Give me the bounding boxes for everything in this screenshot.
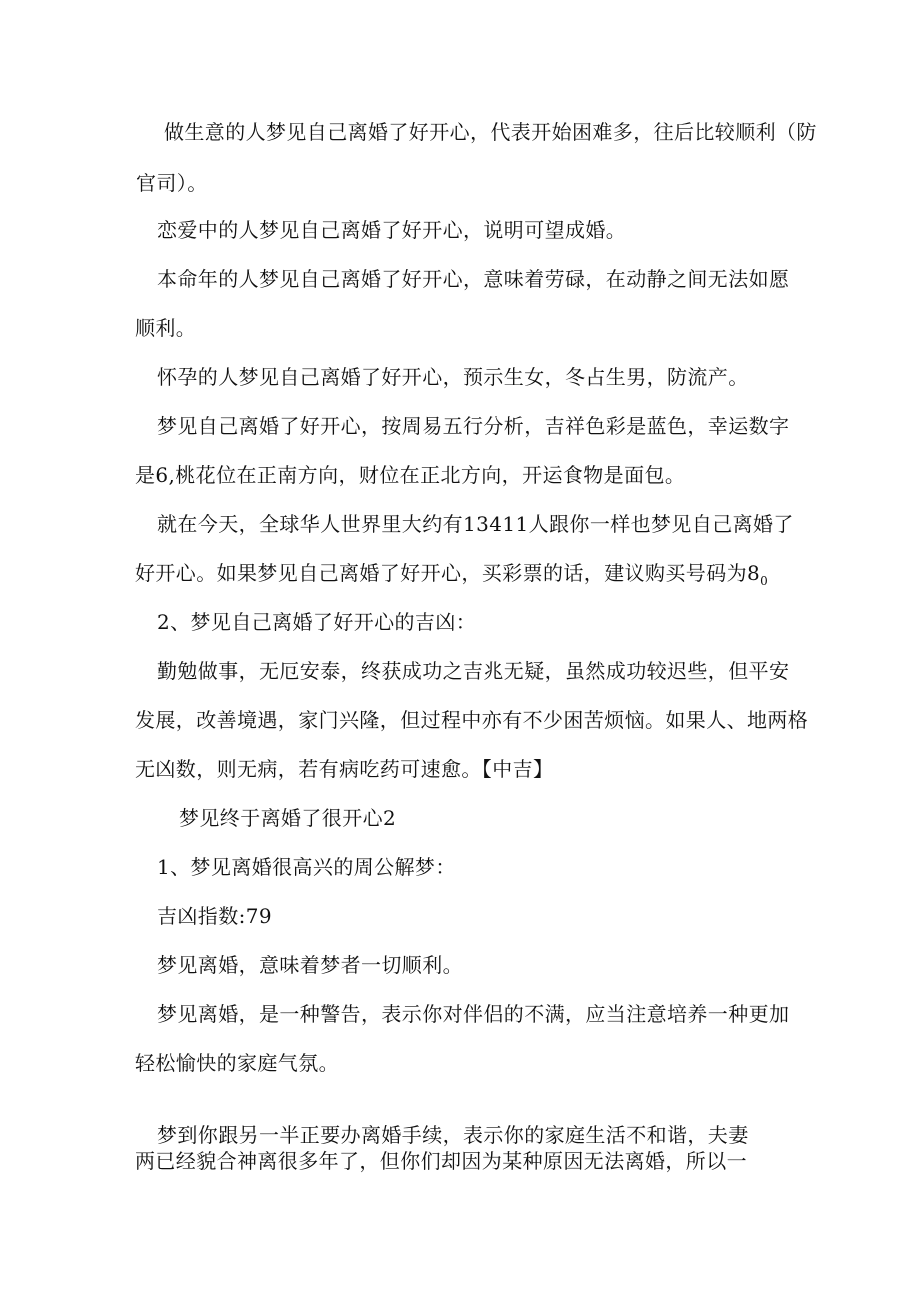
section-heading: 梦见终于离婚了很开心2 xyxy=(179,806,397,830)
text-line-17: 吉凶指数:79 xyxy=(157,904,272,928)
text-line-3: 恋爱中的人梦见自己离婚了好开心，说明可望成婚。 xyxy=(157,218,627,242)
subscript-digit: 0 xyxy=(760,574,769,588)
text-line-12: 勤勉做事，无厄安泰，终获成功之吉兆无疑，虽然成功较迟些，但平安 xyxy=(157,659,790,683)
text-line-18: 梦见离婚，意味着梦者一切顺利。 xyxy=(157,953,463,977)
text-line-20: 轻松愉快的家庭气氛。 xyxy=(135,1051,339,1075)
text-line-4: 本命年的人梦见自己离婚了好开心，意味着劳碌，在动静之间无法如愿 xyxy=(157,267,790,291)
text-line-19: 梦见离婚，是一种警告，表示你对伴侣的不满，应当注意培养一种更加 xyxy=(157,1002,790,1026)
text-line-21: 梦到你跟另一半正要办离婚手续，表示你的家庭生活不和谐，夫妻 xyxy=(157,1123,749,1147)
text-line-10 xyxy=(135,560,768,594)
text-line-13: 发展，改善境遇，家门兴隆，但过程中亦有不少困苦烦恼。如果人、地两格 xyxy=(135,708,809,732)
text-line-11: 2、梦见自己离婚了好开心的吉凶： xyxy=(157,610,477,634)
text-line-8: 是6,桃花位在正南方向，财位在正北方向，开运食物是面包。 xyxy=(135,463,686,487)
text-line-14: 无凶数，则无病，若有病吃药可速愈。【中吉】 xyxy=(135,757,554,781)
text-line-5: 顺利。 xyxy=(135,316,197,340)
text-line-6: 怀孕的人梦见自己离婚了好开心，预示生女，冬占生男，防流产。 xyxy=(157,365,749,389)
text-line-7: 梦见自己离婚了好开心，按周易五行分析，吉祥色彩是蓝色，幸运数字 xyxy=(157,414,790,438)
text-line-22: 两已经貌合神离很多年了，但你们却因为某种原因无法离婚，所以一 xyxy=(135,1149,747,1173)
text-line-1: 做生意的人梦见自己离婚了好开心，代表开始困难多，往后比较顺利（防 xyxy=(164,120,817,144)
text-line-9: 就在今天，全球华人世界里大约有13411人跟你一样也梦见自己离婚了 xyxy=(157,512,794,536)
text-line-10-main: 好开心。如果梦见自己离婚了好开心，买彩票的话，建议购买号码为8 xyxy=(135,561,761,585)
text-line-2: 官司）。 xyxy=(136,171,208,195)
text-line-16: 1、梦见离婚很高兴的周公解梦： xyxy=(157,855,456,879)
